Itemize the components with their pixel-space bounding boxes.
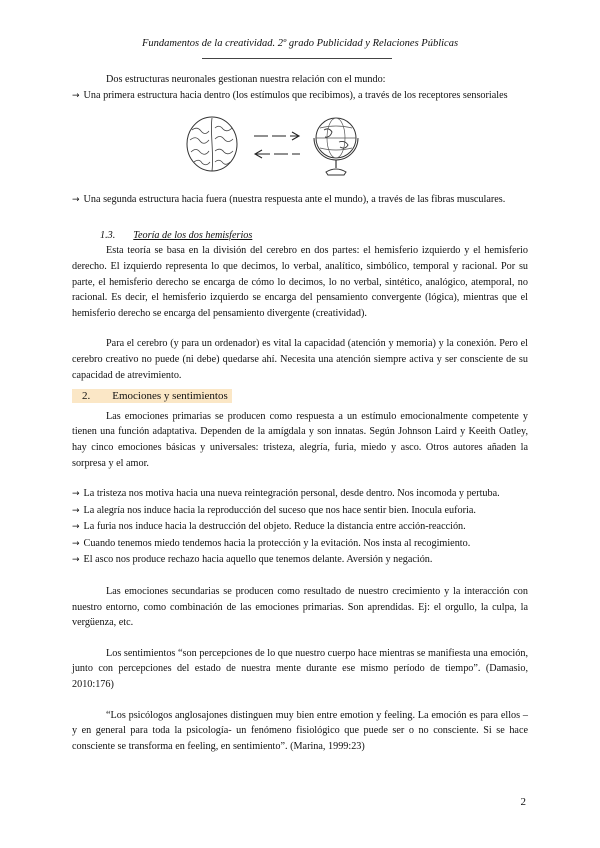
subsection-heading <box>72 228 528 244</box>
emotion-item-text: La alegría nos induce hacia la reproducción del suceso que nos hace sentir bien. Inocula euforia. <box>83 504 476 516</box>
document-body <box>72 72 528 754</box>
arrow-item-text: Una primera estructura hacia dentro (los estímulos que recibimos), a través de los receptores sensoriales <box>83 89 508 101</box>
subsection-number: 1.3. <box>100 229 116 241</box>
subsection-title: Teoría de los dos hemisferios <box>133 229 253 241</box>
arrow-icon: → <box>72 538 80 549</box>
intro-paragraph: Dos estructuras neuronales gestionan nuestra relación con el mundo: <box>106 74 386 85</box>
brain-icon <box>184 114 240 174</box>
emotion-item <box>72 552 528 569</box>
arrow-item-incoming <box>72 88 528 105</box>
section-heading <box>72 389 528 405</box>
emotion-feeling-quote-paragraph: “Los psicólogos anglosajones distinguen muy bien entre emotion y feeling. La emoción es para ellos –y en general para toda la psicología- un fenómeno fisiológico que puede ser o no consciente. Si se hace consciente se transforma en feeling, en sentimiento”. (Marina, 1999:23) <box>72 709 528 752</box>
emotion-item <box>72 519 528 536</box>
arrow-item-outgoing <box>72 192 528 209</box>
section-number: 2. <box>82 390 91 403</box>
arrow-icon: → <box>72 195 80 206</box>
page-header: Fundamentos de la creatividad. 2º grado Publicidad y Relaciones Públicas <box>141 38 459 49</box>
emotion-item-text: Cuando tenemos miedo tendemos hacia la protección y la evitación. Nos insta al recogimiento. <box>83 537 471 549</box>
globe-icon <box>310 112 362 178</box>
emotion-item <box>72 486 528 503</box>
hemispheres-paragraph: Esta teoría se basa en la división del cerebro en dos partes: el hemisferio izquierdo y el hemisferio derecho. El izquierdo representa lo que decimos, lo verbal, analítico, simbólico, temporal y racional. Por su parte, el hemisferio derecho se encarga de cómo lo decimos, lo no verbal, sintético, analógico, atemporal, no racional. Es decir, el hemisferio izquierdo se encarga del pensamiento convergente (lógica), mientras que el hemisferio derecho se encarga del pensamiento divergente (creatividad). <box>72 245 528 319</box>
arrow-icon: → <box>72 90 80 101</box>
arrow-icon: → <box>72 522 80 533</box>
emotion-item-text: La furia nos induce hacia la destrucción del objeto. Reduce la distancia entre acción-reacción. <box>83 521 466 533</box>
page-number: 2 <box>520 796 526 808</box>
emotion-item-text: El asco nos produce rechazo hacia aquello que tenemos delante. Aversión y negación. <box>83 554 433 566</box>
arrow-icon: → <box>72 505 80 516</box>
section-heading-highlight <box>72 389 232 403</box>
emotion-item-text: La tristeza nos motiva hacia una nueva reintegración personal, desde dentro. Nos incomoda y pertuba. <box>83 488 500 500</box>
brain-capacity-paragraph: Para el cerebro (y para un ordenador) es vital la capacidad (atención y memoria) y la conexión. Pero el cerebro creativo no puede (ni debe) quedarse ahí. Necesita una atención siempre activa y ser consciente de su capacidad de atrevimiento. <box>72 338 528 381</box>
arrow-icon: → <box>72 555 80 566</box>
secondary-emotions-paragraph: Las emociones secundarias se producen como resultado de nuestro crecimiento y la interacción con nuestro entorno, como combinación de las emociones primarias. Son aprendidas. Ej: el orgullo, la culpa, la vergüenza, etc. <box>72 586 528 629</box>
emotion-item <box>72 503 528 520</box>
arrow-item-text: Una segunda estructura hacia fuera (nuestra respuesta ante el mundo), a través de las fibras musculares. <box>83 194 506 206</box>
header-divider <box>202 58 392 59</box>
arrow-icon: → <box>72 489 80 500</box>
exchange-arrows-icon <box>248 128 306 162</box>
primary-emotions-paragraph: Las emociones primarias se producen como respuesta a un estímulo emocionalmente competente y tienen una función adaptativa. Dependen de la amígdala y son innatas. Según Johnson Laird y Keeith Oatley, hay cinco emociones básicas y universales: tristeza, alegría, furia, miedo y asco. Otros autores añaden la sorpresa y el amor. <box>72 410 528 469</box>
feelings-quote-paragraph: Los sentimientos “son percepciones de lo que nuestro cuerpo hace mientras se manifiesta una emoción, junto con percepciones del estado de nuestra mente durante ese mismo período de tiempo”. (Damasio, 2010:176) <box>72 647 528 691</box>
emotion-item <box>72 536 528 553</box>
section-title: Emociones y sentimientos <box>112 390 228 403</box>
brain-world-figure <box>72 112 528 180</box>
